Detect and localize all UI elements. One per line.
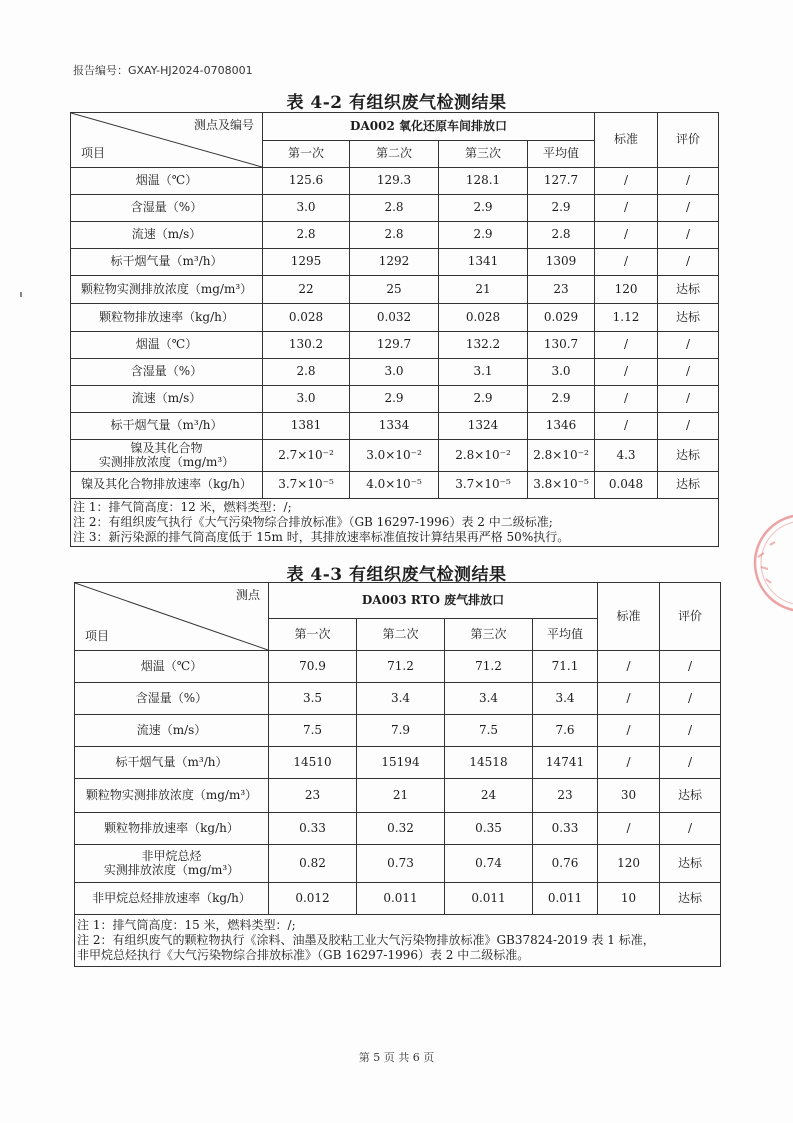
corner-top-label: 测点 (235, 588, 260, 602)
table-row (71, 168, 719, 195)
evaluation-cell: 达标 (658, 472, 719, 499)
measurement-cell: 2.7×10⁻² (263, 440, 350, 472)
table-row (75, 747, 721, 779)
sub-header: 第二次 (357, 619, 445, 651)
measuring-point-header: DA003 RTO 废气排放口 (269, 583, 598, 619)
evaluation-cell: / (660, 813, 721, 845)
row-label: 含湿量（%） (71, 195, 263, 222)
row-label: 烟温（℃） (75, 651, 269, 683)
measurement-cell: 21 (439, 276, 528, 304)
measurement-cell: 71.2 (445, 651, 533, 683)
measurement-cell: 2.9 (528, 195, 595, 222)
measurement-cell: 1292 (350, 249, 439, 276)
row-label: 烟温（℃） (71, 168, 263, 195)
table-row (75, 651, 721, 683)
table-4-3 (74, 582, 721, 967)
table-row (71, 440, 719, 472)
seal-graphic (728, 505, 793, 615)
measurement-cell: 23 (528, 276, 595, 304)
standard-cell: / (595, 249, 658, 276)
measurement-cell: 0.011 (533, 883, 598, 915)
measurement-cell: 3.8×10⁻⁵ (528, 472, 595, 499)
evaluation-cell: / (660, 683, 721, 715)
standard-cell: / (595, 168, 658, 195)
measurement-cell: 4.0×10⁻⁵ (350, 472, 439, 499)
measurement-cell: 2.8 (350, 195, 439, 222)
row-label: 镍及其化合物排放速率（kg/h） (71, 472, 263, 499)
measurement-cell: 2.9 (528, 386, 595, 413)
standard-cell: / (595, 222, 658, 249)
measurement-cell: 0.028 (263, 304, 350, 332)
measurement-cell: 71.1 (533, 651, 598, 683)
table-4-3-title: 表 4-3 有组织废气检测结果 (286, 565, 507, 585)
evaluation-cell: / (660, 651, 721, 683)
measurement-cell: 7.5 (445, 715, 533, 747)
evaluation-cell: / (658, 168, 719, 195)
note-line: 注 1：排气筒高度：15 米，燃料类型：/; (77, 918, 296, 932)
evaluation-header: 评价 (660, 583, 721, 651)
measurement-cell: 3.7×10⁻⁵ (263, 472, 350, 499)
measurement-cell: 0.032 (350, 304, 439, 332)
sub-header: 平均值 (533, 619, 598, 651)
measurement-cell: 1295 (263, 249, 350, 276)
measurement-cell: 7.5 (269, 715, 357, 747)
measurement-cell: 130.2 (263, 332, 350, 359)
measurement-cell: 2.8×10⁻² (528, 440, 595, 472)
measurement-cell: 22 (263, 276, 350, 304)
row-label: 镍及其化合物 实测排放浓度（mg/m³） (71, 440, 263, 472)
row-label: 标干烟气量（m³/h） (71, 249, 263, 276)
measurement-cell: 2.9 (350, 386, 439, 413)
standard-cell: / (595, 359, 658, 386)
standard-cell: 10 (598, 883, 660, 915)
standard-header: 标准 (595, 113, 658, 168)
standard-cell: / (598, 683, 660, 715)
evaluation-cell: / (658, 222, 719, 249)
row-label: 烟温（℃） (71, 332, 263, 359)
standard-header: 标准 (598, 583, 660, 651)
measurement-cell: 1381 (263, 413, 350, 440)
measurement-cell: 130.7 (528, 332, 595, 359)
measurement-cell: 0.82 (269, 845, 357, 883)
table-row (71, 472, 719, 499)
measurement-cell: 15194 (357, 747, 445, 779)
measurement-cell: 0.012 (269, 883, 357, 915)
standard-cell: / (598, 813, 660, 845)
standard-cell: / (595, 332, 658, 359)
table-row (71, 413, 719, 440)
row-label: 含湿量（%） (71, 359, 263, 386)
measurement-cell: 132.2 (439, 332, 528, 359)
evaluation-cell: 达标 (660, 845, 721, 883)
note-line: 注 3：新污染源的排气筒高度低于 15m 时，其排放速率标准值按计算结果再严格 50%执行。 (73, 530, 570, 544)
measurement-cell: 1346 (528, 413, 595, 440)
row-label: 流速（m/s） (75, 715, 269, 747)
measurement-cell: 3.4 (445, 683, 533, 715)
measurement-cell: 0.35 (445, 813, 533, 845)
corner-bottom-label: 项目 (81, 146, 106, 161)
evaluation-cell: 达标 (660, 779, 721, 813)
note-line: 注 2：有组织废气执行《大气污染物综合排放标准》（GB 16297-1996）表 2 中二级标准; (73, 515, 553, 529)
measurement-cell: 3.4 (533, 683, 598, 715)
evaluation-cell: / (658, 332, 719, 359)
row-label: 标干烟气量（m³/h） (75, 747, 269, 779)
measurement-cell: 23 (269, 779, 357, 813)
table-row (71, 195, 719, 222)
evaluation-cell: / (658, 413, 719, 440)
row-label: 颗粒物实测排放浓度（mg/m³） (71, 276, 263, 304)
evaluation-cell: / (660, 747, 721, 779)
measurement-cell: 3.7×10⁻⁵ (439, 472, 528, 499)
table-row (75, 779, 721, 813)
standard-cell: 0.048 (595, 472, 658, 499)
corner-header (75, 583, 269, 651)
evaluation-cell: 达标 (658, 276, 719, 304)
measurement-cell: 3.0 (263, 195, 350, 222)
corner-bottom-label: 项目 (85, 629, 110, 644)
measurement-cell: 3.0 (263, 386, 350, 413)
row-label: 颗粒物排放速率（kg/h） (75, 813, 269, 845)
standard-cell: 4.3 (595, 440, 658, 472)
measurement-cell: 2.8 (528, 222, 595, 249)
row-label: 流速（m/s） (71, 386, 263, 413)
standard-cell: 30 (598, 779, 660, 813)
measurement-cell: 1334 (350, 413, 439, 440)
sub-header: 平均值 (528, 141, 595, 168)
sub-header: 第一次 (269, 619, 357, 651)
table-row (75, 845, 721, 883)
note-line: 非甲烷总烃执行《大气污染物综合排放标准》（GB 16297-1996）表 2 中二级标准。 (77, 948, 530, 962)
row-label: 颗粒物排放速率（kg/h） (71, 304, 263, 332)
standard-cell: 1.12 (595, 304, 658, 332)
measurement-cell: 0.011 (445, 883, 533, 915)
measurement-cell: 3.0 (350, 359, 439, 386)
measurement-cell: 24 (445, 779, 533, 813)
measuring-point-header: DA002 氧化还原车间排放口 (263, 113, 595, 141)
sub-header: 第三次 (439, 141, 528, 168)
table-4-2-title: 表 4-2 有组织废气检测结果 (286, 93, 507, 113)
evaluation-cell: / (658, 249, 719, 276)
sub-header: 第一次 (263, 141, 350, 168)
measurement-cell: 0.33 (269, 813, 357, 845)
measurement-cell: 0.76 (533, 845, 598, 883)
measurement-cell: 0.011 (357, 883, 445, 915)
measurement-cell: 1324 (439, 413, 528, 440)
measurement-cell: 128.1 (439, 168, 528, 195)
table-4-2 (70, 112, 719, 547)
evaluation-cell: 达标 (658, 304, 719, 332)
table-row (71, 332, 719, 359)
measurement-cell: 3.0 (528, 359, 595, 386)
measurement-cell: 23 (533, 779, 598, 813)
red-seal-stamp (728, 505, 793, 615)
measurement-cell: 0.028 (439, 304, 528, 332)
table-row (75, 813, 721, 845)
table-notes (75, 915, 721, 967)
measurement-cell: 2.8 (263, 359, 350, 386)
sub-header: 第二次 (350, 141, 439, 168)
table-row (75, 883, 721, 915)
standard-cell: / (598, 651, 660, 683)
standard-cell: / (598, 715, 660, 747)
table-row (71, 222, 719, 249)
evaluation-cell: / (658, 386, 719, 413)
table-row (71, 386, 719, 413)
measurement-cell: 2.9 (439, 222, 528, 249)
table-row (71, 249, 719, 276)
measurement-cell: 127.7 (528, 168, 595, 195)
table-row (75, 683, 721, 715)
measurement-cell: 14510 (269, 747, 357, 779)
row-label: 非甲烷总烃 实测排放浓度（mg/m³） (75, 845, 269, 883)
sub-header: 第三次 (445, 619, 533, 651)
corner-top-label: 测点及编号 (193, 118, 254, 132)
measurement-cell: 71.2 (357, 651, 445, 683)
table-row (71, 276, 719, 304)
measurement-cell: 3.1 (439, 359, 528, 386)
evaluation-cell: / (658, 195, 719, 222)
measurement-cell: 0.33 (533, 813, 598, 845)
measurement-cell: 0.029 (528, 304, 595, 332)
standard-cell: / (595, 195, 658, 222)
measurement-cell: 70.9 (269, 651, 357, 683)
measurement-cell: 3.4 (357, 683, 445, 715)
measurement-cell: 0.32 (357, 813, 445, 845)
row-label: 含湿量（%） (75, 683, 269, 715)
measurement-cell: 2.8 (350, 222, 439, 249)
measurement-cell: 2.8 (263, 222, 350, 249)
measurement-cell: 2.9 (439, 195, 528, 222)
row-label: 颗粒物实测排放浓度（mg/m³） (75, 779, 269, 813)
report-number: 报告编号：GXAY-HJ2024-0708001 (73, 64, 253, 77)
table-row (71, 359, 719, 386)
row-label: 标干烟气量（m³/h） (71, 413, 263, 440)
measurement-cell: 129.7 (350, 332, 439, 359)
corner-header (71, 113, 263, 168)
evaluation-cell: 达标 (658, 440, 719, 472)
standard-cell: / (598, 747, 660, 779)
standard-cell: / (595, 386, 658, 413)
measurement-cell: 7.9 (357, 715, 445, 747)
measurement-cell: 7.6 (533, 715, 598, 747)
measurement-cell: 1341 (439, 249, 528, 276)
measurement-cell: 3.5 (269, 683, 357, 715)
evaluation-header: 评价 (658, 113, 719, 168)
measurement-cell: 2.8×10⁻² (439, 440, 528, 472)
measurement-cell: 125.6 (263, 168, 350, 195)
standard-cell: 120 (598, 845, 660, 883)
standard-cell: / (595, 413, 658, 440)
table-row (75, 715, 721, 747)
table-notes (71, 499, 719, 547)
evaluation-cell: / (658, 359, 719, 386)
evaluation-cell: / (660, 715, 721, 747)
measurement-cell: 0.73 (357, 845, 445, 883)
measurement-cell: 14518 (445, 747, 533, 779)
measurement-cell: 129.3 (350, 168, 439, 195)
measurement-cell: 14741 (533, 747, 598, 779)
measurement-cell: 21 (357, 779, 445, 813)
measurement-cell: 3.0×10⁻² (350, 440, 439, 472)
measurement-cell: 25 (350, 276, 439, 304)
note-line: 注 1：排气筒高度：12 米，燃料类型：/; (73, 500, 292, 514)
table-row (71, 304, 719, 332)
row-label: 流速（m/s） (71, 222, 263, 249)
measurement-cell: 2.9 (439, 386, 528, 413)
page-number: 第 5 页 共 6 页 (358, 1051, 435, 1064)
scan-mark (20, 292, 22, 297)
evaluation-cell: 达标 (660, 883, 721, 915)
note-line: 注 2：有组织废气的颗粒物执行《涂料、油墨及胶粘工业大气污染物排放标准》GB37824-2019 表 1 标准， (77, 933, 655, 947)
measurement-cell: 1309 (528, 249, 595, 276)
row-label: 非甲烷总烃排放速率（kg/h） (75, 883, 269, 915)
standard-cell: 120 (595, 276, 658, 304)
measurement-cell: 0.74 (445, 845, 533, 883)
